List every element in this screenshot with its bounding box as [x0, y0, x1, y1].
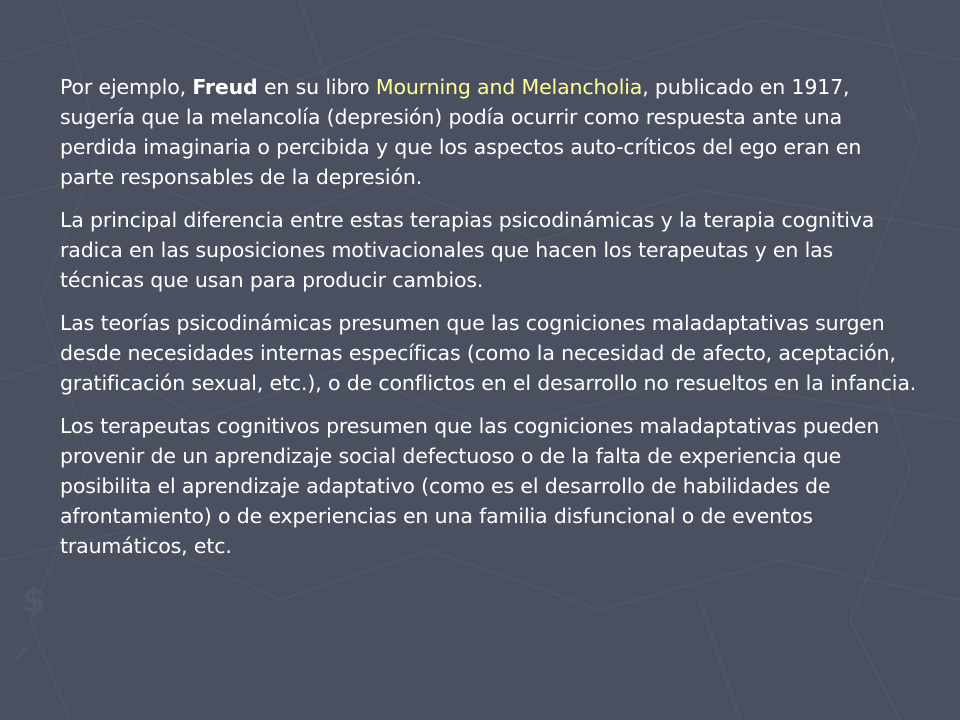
book-title: Mourning and Melancholia: [375, 75, 643, 99]
svg-text:$: $: [22, 581, 46, 621]
paragraph-1-text-b: en su libro: [257, 75, 376, 99]
author-name: Freud: [192, 75, 258, 99]
svg-text:↗: ↗: [12, 641, 31, 666]
paragraph-1-text-c: , publicado en 1917, sugería que la melancolía (depresión) podía ocurrir como respuesta ante una perdida imaginaria o percibida y que los aspectos auto-críticos del ego eran en parte responsables de la depresión.: [60, 75, 862, 189]
paragraph-freud: [60, 72, 920, 192]
paragraph-terapeutas-cognitivos: Los terapeutas cognitivos presumen que las cogniciones maladaptativas pueden provenir de un aprendizaje social defectuoso o de la falta de experiencia que posibilita el aprendizaje adaptativo (como es el desarrollo de habilidades de afrontamiento) o de experiencias en una familia disfuncional o de eventos traumáticos, etc.: [60, 414, 880, 558]
paragraph-teorias-psicodinamicas: Las teorías psicodinámicas presumen que las cogniciones maladaptativas surgen desde necesidades internas específicas (como la necesidad de afecto, aceptación, gratificación sexual, etc.), o de conflictos en el desarrollo no resueltos en la infancia.: [60, 311, 917, 395]
svg-text:↘: ↘: [900, 101, 919, 126]
paragraph-1-text-a: Por ejemplo,: [60, 75, 193, 99]
paragraph-principal-diferencia: La principal diferencia entre estas terapias psicodinámicas y la terapia cognitiva radica en las suposiciones motivacionales que hacen los terapeutas y en las técnicas que usan para producir cambios.: [60, 208, 875, 292]
slide-body: [60, 72, 920, 574]
